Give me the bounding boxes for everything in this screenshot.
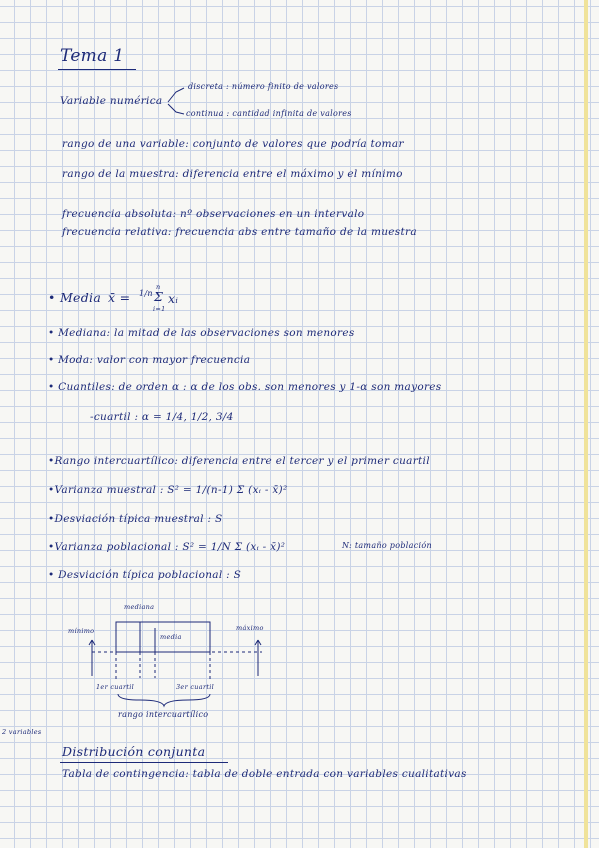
diagram-mediana-label: mediana xyxy=(124,603,155,611)
tabla-contingencia-text: Tabla de contingencia: tabla de doble entrada con variables cualitativas xyxy=(62,768,467,780)
cuartil-text: -cuartil : α = 1/4, 1/2, 3/4 xyxy=(90,411,234,423)
variable-label: Variable numérica xyxy=(60,95,163,107)
media-formula-frac: 1/n xyxy=(139,289,153,298)
diagram-minimo-label: mínimo xyxy=(68,627,95,635)
frecuencia-absoluta-text: frecuencia absoluta: nº observaciones en un intervalo xyxy=(62,208,365,220)
varianza-muestral-text: •Varianza muestral : S² = 1/(n-1) Σ (xᵢ - x̄)² xyxy=(48,484,288,496)
side-note: 2 variables xyxy=(2,728,42,736)
media-sum-bottom: i=1 xyxy=(153,305,166,313)
continua-text: continua : cantidad infinita de valores xyxy=(186,109,352,118)
page-title: Tema 1 xyxy=(60,46,125,66)
rango-muestra-text: rango de la muestra: diferencia entre el máximo y el mínimo xyxy=(62,168,403,180)
rango-intercuartilico-text: •Rango intercuartílico: diferencia entre el tercer y el primer cuartil xyxy=(48,455,430,467)
media-formula-term: xᵢ xyxy=(168,291,179,306)
media-label: • Media xyxy=(48,290,102,305)
desviacion-poblacional-text: • Desviación típica poblacional : S xyxy=(48,569,242,581)
media-formula-left: x̄ = xyxy=(108,290,131,305)
poblacion-note: N: tamaño población xyxy=(342,541,432,550)
iqr-brace xyxy=(118,694,210,706)
diagram-rango-label: rango intercuartílico xyxy=(118,710,209,719)
distribucion-underline xyxy=(60,762,228,763)
diagram-maximo-label: máximo xyxy=(236,624,264,632)
mediana-text: • Mediana: la mitad de las observaciones son menores xyxy=(48,327,355,339)
frecuencia-relativa-text: frecuencia relativa: frecuencia abs entre tamaño de la muestra xyxy=(62,226,417,238)
distribucion-heading: Distribución conjunta xyxy=(62,744,206,759)
varianza-poblacional-text: •Varianza poblacional : S² = 1/N Σ (xᵢ - x̄)² xyxy=(48,541,286,553)
moda-text: • Moda: valor con mayor frecuencia xyxy=(48,354,251,366)
diagram-media-label: media xyxy=(160,633,182,641)
desviacion-muestral-text: •Desviación típica muestral : S xyxy=(48,513,223,525)
media-sum-symbol: Σ xyxy=(154,289,164,304)
rango-variable-text: rango de una variable: conjunto de valores que podría tomar xyxy=(62,138,404,150)
media-sum-top: n xyxy=(156,283,161,291)
diagram-q3-label: 3er cuartil xyxy=(176,683,215,691)
cuantiles-text: • Cuantiles: de orden α : α de los obs. son menores y 1-α son mayores xyxy=(48,381,442,393)
discreta-text: discreta : número finito de valores xyxy=(188,82,339,91)
diagram-q1-label: 1er cuartil xyxy=(96,683,135,691)
